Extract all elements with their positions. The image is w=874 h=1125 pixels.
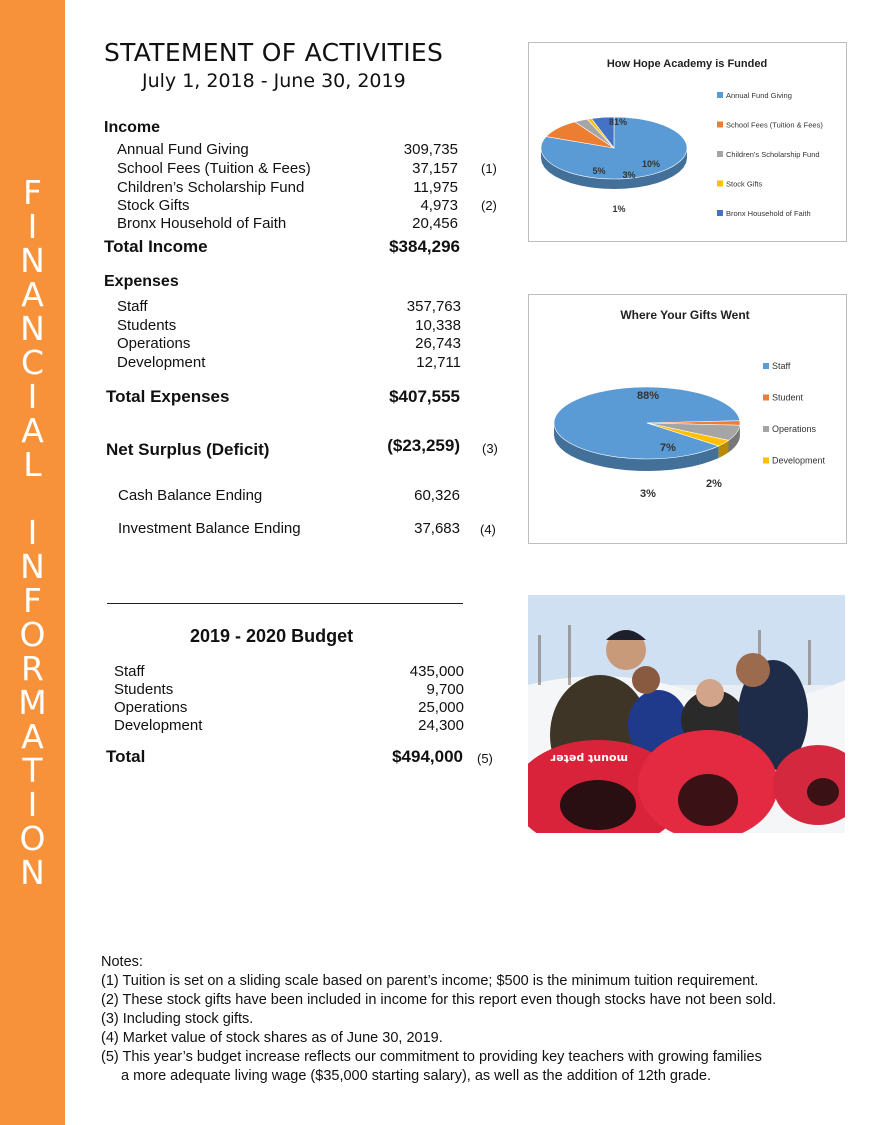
spending-chart — [528, 294, 847, 544]
budget-total-label: Total — [106, 747, 146, 766]
income-row-value: 4,973 — [420, 197, 458, 214]
sidebar-letter: N — [20, 309, 45, 348]
expense-row-value: 357,763 — [406, 298, 461, 315]
expense-row-value: 26,743 — [415, 335, 461, 352]
legend-swatch — [763, 395, 769, 401]
income-row-note: (2) — [481, 198, 497, 213]
investment-balance-label: Investment Balance Ending — [118, 520, 301, 537]
income-row-label: School Fees (Tuition & Fees) — [117, 160, 311, 177]
sidebar-letter: M — [18, 683, 47, 722]
expense-row-label: Staff — [117, 298, 148, 315]
sidebar-letter: N — [20, 241, 45, 280]
chart-title: Where Your Gifts Went — [620, 308, 750, 322]
income-row-label: Children’s Scholarship Fund — [117, 179, 305, 196]
legend-label: Stock Gifts — [726, 179, 763, 189]
income-row-value: 37,157 — [412, 160, 458, 177]
sidebar-letter: A — [21, 717, 44, 756]
legend-swatch — [717, 92, 723, 98]
income-row-label: Bronx Household of Faith — [117, 215, 287, 232]
sidebar-letter: I — [27, 207, 38, 246]
investment-balance-note: (4) — [480, 522, 496, 537]
legend-label: Staff — [772, 361, 791, 371]
note-line: (1) Tuition is set on a sliding scale based on parent’s income; $500 is the minimum tuition requirement. — [101, 973, 759, 989]
pie-data-label: 88% — [636, 390, 660, 402]
sidebar-letter: N — [20, 853, 45, 892]
legend-swatch — [763, 458, 769, 464]
total-expenses-value: $407,555 — [389, 387, 460, 406]
cash-balance-value: 60,326 — [414, 487, 460, 504]
income-row-value: 309,735 — [403, 141, 458, 158]
budget-total-value: $494,000 — [392, 747, 463, 766]
legend-label: Annual Fund Giving — [726, 91, 792, 100]
sidebar-letter: C — [20, 343, 45, 382]
total-income-value: $384,296 — [389, 237, 460, 256]
income-row-note: (1) — [481, 161, 497, 176]
sidebar-letter: A — [21, 411, 44, 450]
sidebar-letter: N — [20, 547, 45, 586]
legend-swatch — [717, 210, 723, 216]
net-surplus-value: ($23,259) — [387, 436, 460, 455]
expense-row-label: Students — [117, 317, 177, 334]
cash-balance-label: Cash Balance Ending — [118, 487, 263, 504]
page-title: STATEMENT OF ACTIVITIES — [104, 38, 444, 67]
sidebar-letter: F — [23, 173, 42, 212]
legend-label: Operations — [772, 424, 817, 434]
pie-data-label: 7% — [660, 442, 676, 454]
legend-swatch — [717, 181, 723, 187]
legend-swatch — [717, 122, 723, 128]
sidebar-letter: T — [22, 751, 43, 790]
expense-row-value: 10,338 — [415, 317, 461, 334]
legend-label: Development — [772, 455, 826, 466]
pie-data-label: 5% — [592, 166, 606, 176]
expense-row-value: 12,711 — [416, 354, 461, 371]
divider — [107, 603, 463, 604]
budget-row-value: 25,000 — [418, 699, 464, 716]
legend-swatch — [763, 426, 769, 432]
sidebar-letter: I — [27, 785, 38, 824]
budget-heading: 2019 - 2020 Budget — [190, 626, 354, 646]
note-line: (3) Including stock gifts. — [101, 1011, 254, 1027]
budget-row-value: 435,000 — [409, 663, 464, 680]
pie-data-label: 81% — [608, 117, 628, 127]
budget-row-value: 9,700 — [426, 681, 464, 698]
funding-pie-chart — [529, 43, 846, 241]
spending-pie-chart — [529, 295, 846, 543]
budget-total-note: (5) — [477, 751, 493, 766]
total-expenses-label: Total Expenses — [106, 387, 230, 406]
note-line: (5) This year’s budget increase reflects our commitment to providing key teachers with growing families — [101, 1049, 762, 1065]
budget-row-label: Staff — [114, 663, 145, 680]
sidebar-letter: L — [23, 445, 42, 484]
income-row-value: 11,975 — [413, 179, 458, 196]
budget-row-label: Students — [114, 681, 174, 698]
income-heading: Income — [104, 119, 161, 136]
note-line: (4) Market value of stock shares as of June 30, 2019. — [101, 1030, 443, 1046]
expenses-heading: Expenses — [104, 273, 179, 290]
expense-row-label: Development — [117, 354, 206, 371]
net-surplus-label: Net Surplus (Deficit) — [106, 440, 270, 459]
funding-chart — [528, 42, 847, 242]
investment-balance-value: 37,683 — [414, 520, 460, 537]
sidebar-letter: A — [21, 275, 44, 314]
sidebar-letter: I — [27, 513, 38, 552]
budget-row-label: Operations — [114, 699, 188, 716]
legend-label: Bronx Household of Faith — [726, 209, 811, 218]
photo-illustration — [528, 595, 845, 833]
pie-data-label: 1% — [612, 204, 626, 214]
tube-logo-text: mount peter — [550, 752, 628, 765]
pie-data-label: 2% — [706, 478, 722, 490]
budget-row-value: 24,300 — [418, 717, 464, 734]
pie-data-label: 3% — [622, 170, 636, 180]
sidebar-letter: I — [27, 377, 38, 416]
pie-data-label: 10% — [641, 159, 661, 169]
sidebar — [0, 0, 65, 1125]
total-income-label: Total Income — [104, 237, 208, 256]
legend-label: Student — [772, 392, 804, 403]
page-period: July 1, 2018 - June 30, 2019 — [142, 70, 406, 92]
budget-row-label: Development — [114, 717, 203, 734]
legend-label: School Fees (Tuition & Fees) — [726, 120, 823, 130]
chart-title: How Hope Academy is Funded — [606, 58, 768, 70]
income-row-label: Annual Fund Giving — [117, 141, 249, 158]
legend-swatch — [717, 151, 723, 157]
sidebar-letter: F — [23, 581, 42, 620]
legend-swatch — [763, 363, 769, 369]
sidebar-letter: R — [21, 649, 44, 688]
sidebar-letter: O — [19, 615, 46, 654]
expense-row-label: Operations — [117, 335, 191, 352]
sidebar-letter: O — [19, 819, 46, 858]
note-line: (2) These stock gifts have been included in income for this report even though stocks have not been sold. — [101, 992, 777, 1008]
net-surplus-note: (3) — [482, 441, 498, 456]
notes-heading: Notes: — [101, 954, 143, 970]
income-row-label: Stock Gifts — [117, 197, 190, 214]
students-snow-tubing-photo — [528, 595, 845, 833]
income-row-value: 20,456 — [412, 215, 458, 232]
legend-label: Children's Scholarship Fund — [726, 150, 820, 159]
pie-data-label: 3% — [640, 488, 656, 500]
note-line: a more adequate living wage ($35,000 starting salary), as well as the addition of 12th grade. — [121, 1068, 712, 1084]
